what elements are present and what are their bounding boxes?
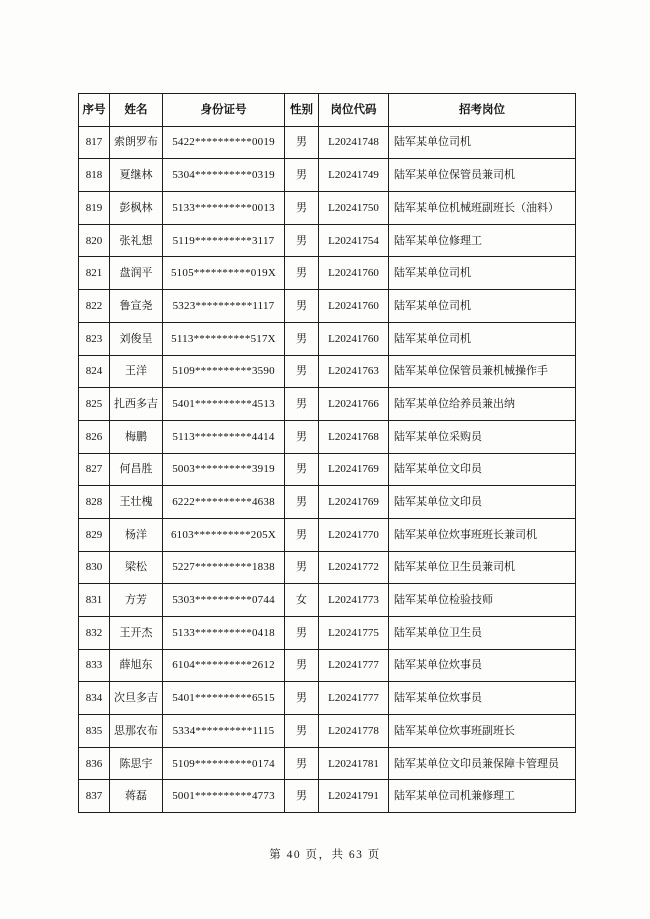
cell-id_number: 5113**********517X (163, 322, 285, 355)
cell-job_title: 陆军某单位炊事员 (389, 682, 576, 715)
cell-job_code: L20241773 (319, 584, 389, 617)
table-row (79, 682, 576, 715)
cell-job_code: L20241754 (319, 224, 389, 257)
cell-seq: 819 (79, 192, 110, 225)
cell-name: 扎西多吉 (110, 388, 163, 421)
cell-gender: 男 (285, 224, 319, 257)
cell-id_number: 5401**********4513 (163, 388, 285, 421)
cell-name: 蒋磊 (110, 780, 163, 813)
column-header-id_number: 身份证号 (163, 94, 285, 127)
cell-job_title: 陆军某单位司机 (389, 257, 576, 290)
table-header-row (79, 94, 576, 127)
cell-seq: 825 (79, 388, 110, 421)
cell-job_title: 陆军某单位保管员兼司机 (389, 159, 576, 192)
cell-job_title: 陆军某单位卫生员 (389, 617, 576, 650)
cell-job_code: L20241766 (319, 388, 389, 421)
cell-name: 夏继林 (110, 159, 163, 192)
cell-name: 盘润平 (110, 257, 163, 290)
cell-gender: 男 (285, 486, 319, 519)
cell-job_title: 陆军某单位司机 (389, 322, 576, 355)
cell-job_title: 陆军某单位给养员兼出纳 (389, 388, 576, 421)
table-body (79, 126, 576, 812)
cell-job_title: 陆军某单位文印员 (389, 486, 576, 519)
cell-gender: 男 (285, 159, 319, 192)
cell-name: 彭枫林 (110, 192, 163, 225)
table-row (79, 322, 576, 355)
cell-gender: 女 (285, 584, 319, 617)
table-row (79, 420, 576, 453)
cell-gender: 男 (285, 322, 319, 355)
cell-gender: 男 (285, 518, 319, 551)
table-row (79, 780, 576, 813)
cell-gender: 男 (285, 126, 319, 159)
cell-gender: 男 (285, 682, 319, 715)
cell-seq: 820 (79, 224, 110, 257)
cell-id_number: 6222**********4638 (163, 486, 285, 519)
cell-id_number: 5334**********1115 (163, 715, 285, 748)
cell-job_title: 陆军某单位炊事班班长兼司机 (389, 518, 576, 551)
cell-name: 张礼想 (110, 224, 163, 257)
cell-job_code: L20241769 (319, 486, 389, 519)
column-header-name: 姓名 (110, 94, 163, 127)
cell-id_number: 5119**********3117 (163, 224, 285, 257)
table-row (79, 355, 576, 388)
cell-job_code: L20241791 (319, 780, 389, 813)
cell-job_title: 陆军某单位机械班副班长（油料） (389, 192, 576, 225)
table-row (79, 388, 576, 421)
cell-job_title: 陆军某单位采购员 (389, 420, 576, 453)
cell-seq: 817 (79, 126, 110, 159)
cell-id_number: 6103**********205X (163, 518, 285, 551)
cell-job_title: 陆军某单位卫生员兼司机 (389, 551, 576, 584)
cell-id_number: 5105**********019X (163, 257, 285, 290)
cell-name: 王开杰 (110, 617, 163, 650)
cell-name: 次旦多吉 (110, 682, 163, 715)
cell-seq: 837 (79, 780, 110, 813)
cell-seq: 832 (79, 617, 110, 650)
cell-job_title: 陆军某单位炊事员 (389, 649, 576, 682)
cell-seq: 833 (79, 649, 110, 682)
cell-seq: 836 (79, 747, 110, 780)
cell-job_code: L20241749 (319, 159, 389, 192)
cell-gender: 男 (285, 780, 319, 813)
cell-gender: 男 (285, 192, 319, 225)
cell-name: 陈思宇 (110, 747, 163, 780)
cell-job_code: L20241777 (319, 682, 389, 715)
cell-seq: 827 (79, 453, 110, 486)
cell-seq: 834 (79, 682, 110, 715)
table-row (79, 486, 576, 519)
cell-job_code: L20241778 (319, 715, 389, 748)
column-header-gender: 性别 (285, 94, 319, 127)
table-row (79, 551, 576, 584)
cell-seq: 835 (79, 715, 110, 748)
cell-seq: 831 (79, 584, 110, 617)
column-header-seq: 序号 (79, 94, 110, 127)
cell-name: 梅鹏 (110, 420, 163, 453)
cell-id_number: 5304**********0319 (163, 159, 285, 192)
column-header-job_code: 岗位代码 (319, 94, 389, 127)
cell-gender: 男 (285, 649, 319, 682)
column-header-job_title: 招考岗位 (389, 94, 576, 127)
cell-id_number: 5109**********3590 (163, 355, 285, 388)
cell-job_title: 陆军某单位司机兼修理工 (389, 780, 576, 813)
cell-id_number: 6104**********2612 (163, 649, 285, 682)
cell-job_code: L20241763 (319, 355, 389, 388)
cell-id_number: 5422**********0019 (163, 126, 285, 159)
cell-name: 何昌胜 (110, 453, 163, 486)
cell-job_code: L20241769 (319, 453, 389, 486)
table-row (79, 192, 576, 225)
cell-job_code: L20241760 (319, 290, 389, 323)
table-row (79, 290, 576, 323)
cell-job_code: L20241760 (319, 257, 389, 290)
cell-seq: 818 (79, 159, 110, 192)
cell-name: 王壮槐 (110, 486, 163, 519)
cell-id_number: 5003**********3919 (163, 453, 285, 486)
cell-name: 刘俊呈 (110, 322, 163, 355)
cell-job_title: 陆军某单位司机 (389, 290, 576, 323)
cell-seq: 822 (79, 290, 110, 323)
cell-seq: 829 (79, 518, 110, 551)
cell-id_number: 5401**********6515 (163, 682, 285, 715)
table-row (79, 518, 576, 551)
cell-gender: 男 (285, 453, 319, 486)
cell-gender: 男 (285, 257, 319, 290)
cell-name: 王洋 (110, 355, 163, 388)
cell-gender: 男 (285, 420, 319, 453)
cell-seq: 826 (79, 420, 110, 453)
cell-gender: 男 (285, 290, 319, 323)
cell-job_code: L20241748 (319, 126, 389, 159)
cell-gender: 男 (285, 617, 319, 650)
table-row (79, 224, 576, 257)
cell-name: 薛旭东 (110, 649, 163, 682)
cell-gender: 男 (285, 355, 319, 388)
page-number-footer: 第 40 页，共 63 页 (269, 849, 381, 861)
cell-job_title: 陆军某单位炊事班副班长 (389, 715, 576, 748)
table-row (79, 649, 576, 682)
cell-job_code: L20241777 (319, 649, 389, 682)
cell-name: 鲁宣尧 (110, 290, 163, 323)
cell-seq: 821 (79, 257, 110, 290)
cell-name: 梁松 (110, 551, 163, 584)
cell-gender: 男 (285, 715, 319, 748)
cell-job_title: 陆军某单位保管员兼机械操作手 (389, 355, 576, 388)
table-row (79, 159, 576, 192)
cell-seq: 830 (79, 551, 110, 584)
cell-job_code: L20241768 (319, 420, 389, 453)
cell-job_title: 陆军某单位检验技师 (389, 584, 576, 617)
cell-id_number: 5133**********0013 (163, 192, 285, 225)
cell-id_number: 5323**********1117 (163, 290, 285, 323)
table-row (79, 747, 576, 780)
cell-job_title: 陆军某单位文印员兼保障卡管理员 (389, 747, 576, 780)
table-row (79, 126, 576, 159)
table-row (79, 715, 576, 748)
cell-job_code: L20241770 (319, 518, 389, 551)
table-row (79, 584, 576, 617)
cell-job_title: 陆军某单位司机 (389, 126, 576, 159)
cell-name: 索朗罗布 (110, 126, 163, 159)
cell-seq: 828 (79, 486, 110, 519)
cell-job_title: 陆军某单位文印员 (389, 453, 576, 486)
cell-id_number: 5109**********0174 (163, 747, 285, 780)
table-row (79, 257, 576, 290)
cell-id_number: 5113**********4414 (163, 420, 285, 453)
cell-seq: 823 (79, 322, 110, 355)
cell-gender: 男 (285, 747, 319, 780)
cell-job_code: L20241781 (319, 747, 389, 780)
cell-job_code: L20241772 (319, 551, 389, 584)
table-row (79, 617, 576, 650)
cell-job_code: L20241750 (319, 192, 389, 225)
cell-seq: 824 (79, 355, 110, 388)
table-row (79, 453, 576, 486)
cell-job_title: 陆军某单位修理工 (389, 224, 576, 257)
cell-id_number: 5133**********0418 (163, 617, 285, 650)
cell-gender: 男 (285, 551, 319, 584)
cell-id_number: 5303**********0744 (163, 584, 285, 617)
cell-id_number: 5001**********4773 (163, 780, 285, 813)
cell-job_code: L20241775 (319, 617, 389, 650)
cell-gender: 男 (285, 388, 319, 421)
cell-name: 方芳 (110, 584, 163, 617)
cell-name: 思那农布 (110, 715, 163, 748)
cell-id_number: 5227**********1838 (163, 551, 285, 584)
cell-job_code: L20241760 (319, 322, 389, 355)
cell-name: 杨洋 (110, 518, 163, 551)
recruitment-roster-table (78, 93, 576, 813)
